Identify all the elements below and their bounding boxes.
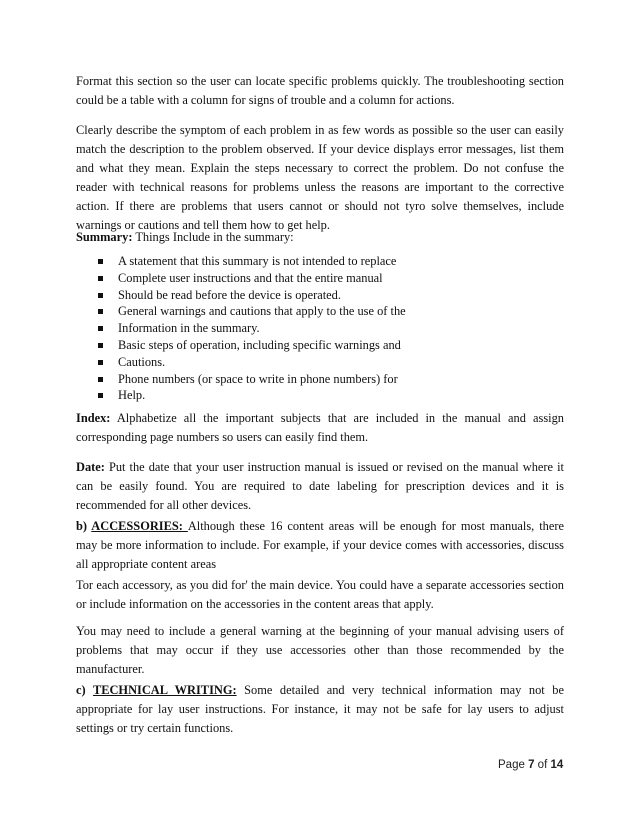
square-bullet-icon [98,343,103,348]
index-paragraph [76,409,564,447]
list-item-text: Complete user instructions and that the entire manual [118,270,383,285]
summary-heading [76,228,564,247]
technical-label: TECHNICAL WRITING: [92,683,237,697]
accessories-text: Although these 16 content areas will be enough for most manuals, there may be more information to include. For example, if your device comes with accessories, discuss all appropriate content areas [76,519,564,571]
list-item-text: General warnings and cautions that apply to the use of the [118,304,406,319]
list-item-text: Should be read before the device is operated. [118,287,341,302]
summary-label: Summary: [76,230,133,244]
technical-paragraph [76,681,564,738]
square-bullet-icon [98,293,103,298]
square-bullet-icon [98,259,103,264]
list-item-text: A statement that this summary is not intended to replace [118,254,397,268]
total-pages-number: 14 [550,759,564,771]
date-text: Put the date that your user instruction manual is issued or revised on the manual where it can be easily found. You are required to date labeling for prescription devices and it is recommended for all other devices. [76,460,564,512]
index-label: Index: [76,411,111,425]
of-word: of [537,759,548,771]
date-paragraph [76,458,564,515]
describe-paragraph: Clearly describe the symptom of each problem in as few words as possible so the user can easily match the description to the problem observed. If your device displays error messages, list them and what they mean. Explain the steps necessary to correct the problem. Do not confuse the reader with technical reasons for problems unless the reasons are important to the corrective action. If there are problems that users cannot or should not tyro solve themselves, include warnings or cautions and tell them how to get help. [76,123,564,232]
list-item-text: Information in the summary. [118,321,260,336]
list-item [76,354,406,371]
square-bullet-icon [98,276,103,281]
page-word: Page [498,759,525,771]
list-item-text: Help. [118,388,146,403]
index-text: Alphabetize all the important subjects that are included in the manual and assign corresponding page numbers so users can easily find them. [76,411,564,444]
square-bullet-icon [98,377,103,382]
list-item [76,270,406,287]
list-item [76,387,406,404]
square-bullet-icon [98,360,103,365]
square-bullet-icon [98,393,103,398]
list-item [76,371,406,388]
accessories-paragraph-3: You may need to include a general warning at the beginning of your manual advising users of problems that may occur if they use accessories other than those recommended by the manufacturer. [76,624,564,676]
technical-prefix: c) [76,683,93,697]
list-item [76,253,406,270]
accessories-label: ACCESSORIES: [91,519,188,533]
page-number-footer [498,759,563,771]
summary-text: Things Include in the summary: [132,230,294,244]
list-item [76,337,406,354]
summary-list [76,253,406,404]
technical-text: Some detailed and very technical information may not be appropriate for lay user instructions. For instance, it may not be safe for lay users to adjust settings or try certain functions. [76,683,564,735]
list-item-text: Basic steps of operation, including specific warnings and [118,337,401,352]
date-label: Date: [76,460,105,474]
square-bullet-icon [98,326,103,331]
accessories-paragraph [76,517,564,574]
list-item-text: Cautions. [118,354,166,369]
list-item [76,320,406,337]
accessories-paragraph-2: Tor each accessory, as you did for' the main device. You could have a separate accessories section or include information on the accessories in the content areas that apply. [76,578,564,611]
accessories-prefix: b) [76,519,92,533]
format-paragraph: Format this section so the user can locate specific problems quickly. The troubleshooting section could be a table with a column for signs of trouble and a column for actions. [76,74,564,107]
list-item [76,287,406,304]
list-item-text: Phone numbers (or space to write in phone numbers) for [118,371,398,386]
square-bullet-icon [98,309,103,314]
list-item [76,303,406,320]
current-page-number: 7 [528,759,535,771]
